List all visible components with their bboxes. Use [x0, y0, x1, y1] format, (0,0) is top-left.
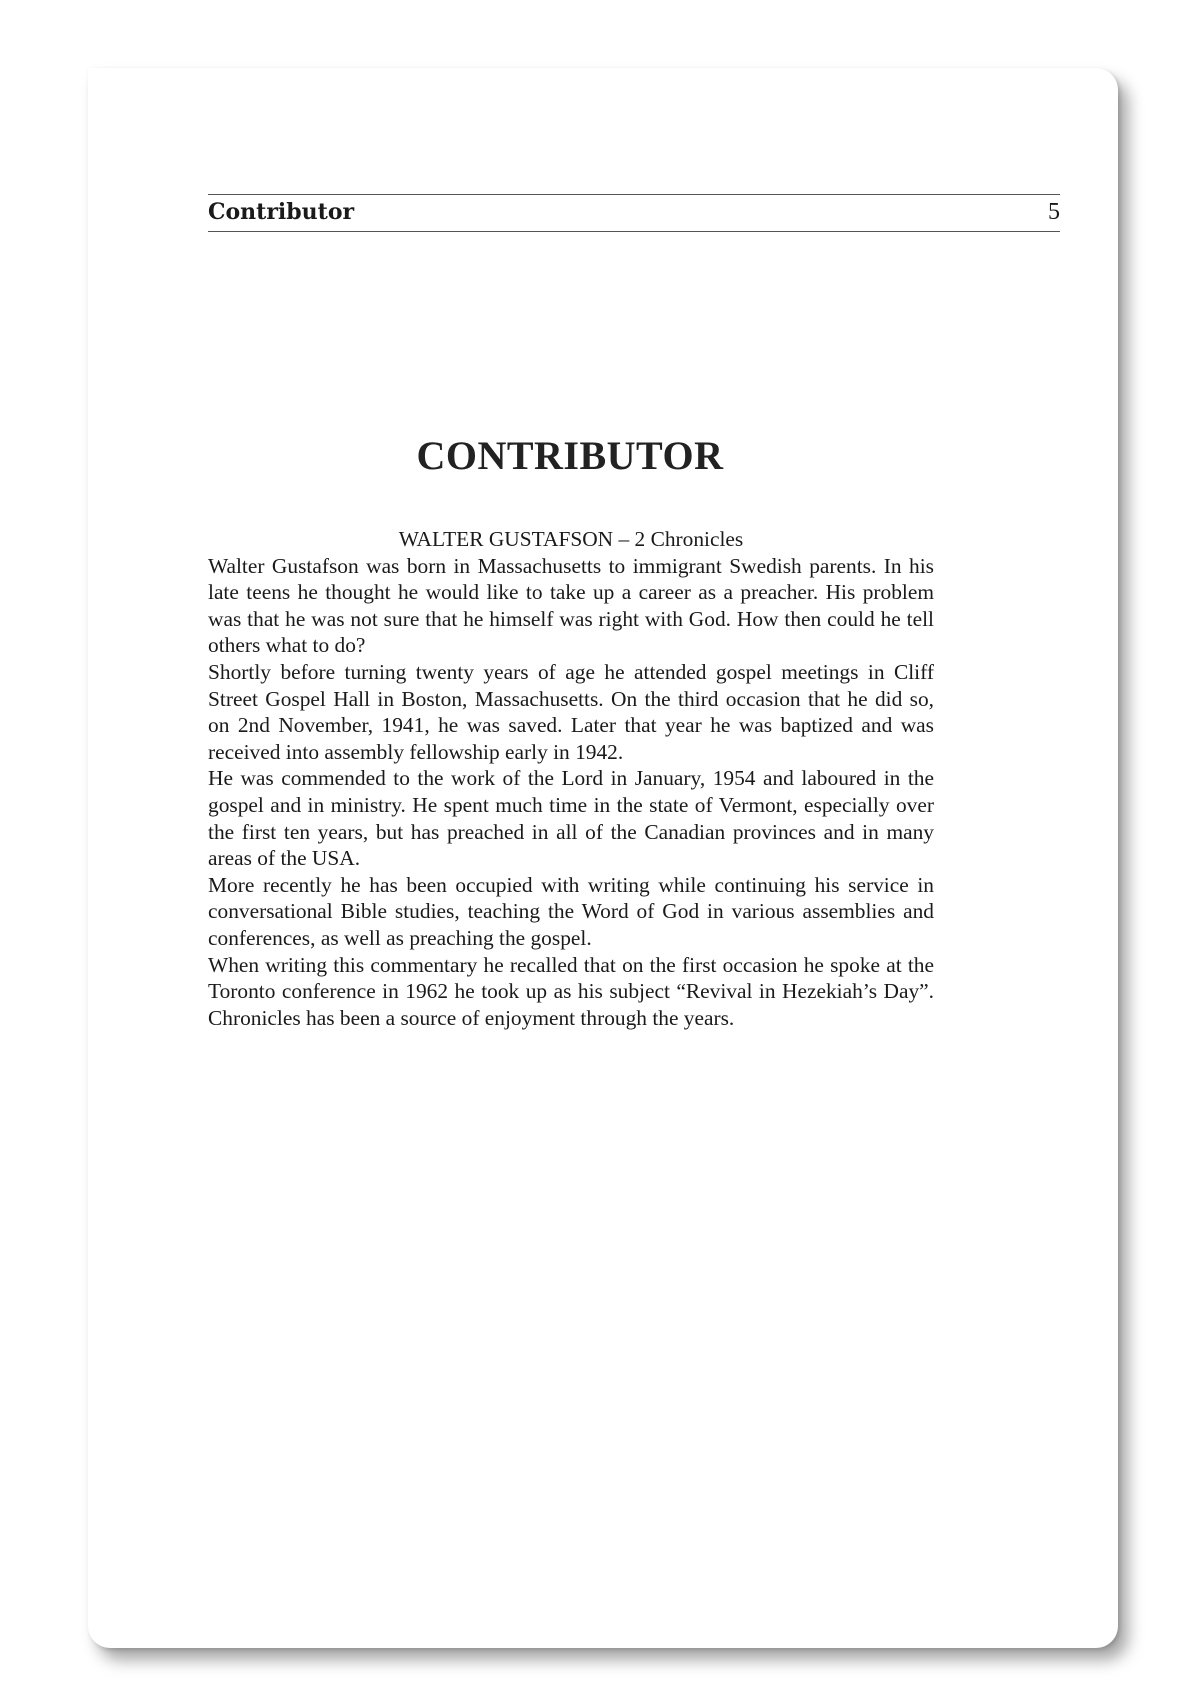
chapter-title: CONTRIBUTOR	[416, 433, 724, 478]
contributor-body	[208, 526, 934, 1031]
paragraph-conversion: Shortly before turning twenty years of age he attended gospel meetings in Cliff Street Gospel Hall in Boston, Massachusetts. On the third occasion that he did so, on 2nd November, 1941, he was saved. Later that year he was baptized and was received into assembly fellowship early in 1942.	[208, 659, 934, 764]
page-number: 5	[1048, 199, 1060, 225]
running-head	[208, 194, 1060, 232]
paragraph-commendation: He was commended to the work of the Lord in January, 1954 and laboured in the gospel and in ministry. He spent much time in the state of Vermont, especially over the first ten years, but has preached in all of the Canadian provinces and in many areas of the USA.	[208, 766, 934, 871]
contributor-heading: WALTER GUSTAFSON – 2 Chronicles	[398, 527, 744, 551]
paragraph-birth: Walter Gustafson was born in Massachusetts to immigrant Swedish parents. In his late teens he thought he would like to take up a career as a preacher. His problem was that he was not sure that he himself was right with God. How then could he tell others what to do?	[208, 553, 934, 658]
paragraph-commentary: When writing this commentary he recalled that on the first occasion he spoke at the Toronto conference in 1962 he took up as his subject “Revival in Hezekiah’s Day”. Chronicles has been a source of enjoyment through the years.	[208, 952, 934, 1030]
paragraph-writing: More recently he has been occupied with writing while continuing his service in conversational Bible studies, teaching the Word of God in various assemblies and conferences, as well as preaching the gospel.	[208, 872, 934, 950]
running-head-section-title: Contributor	[208, 199, 355, 225]
